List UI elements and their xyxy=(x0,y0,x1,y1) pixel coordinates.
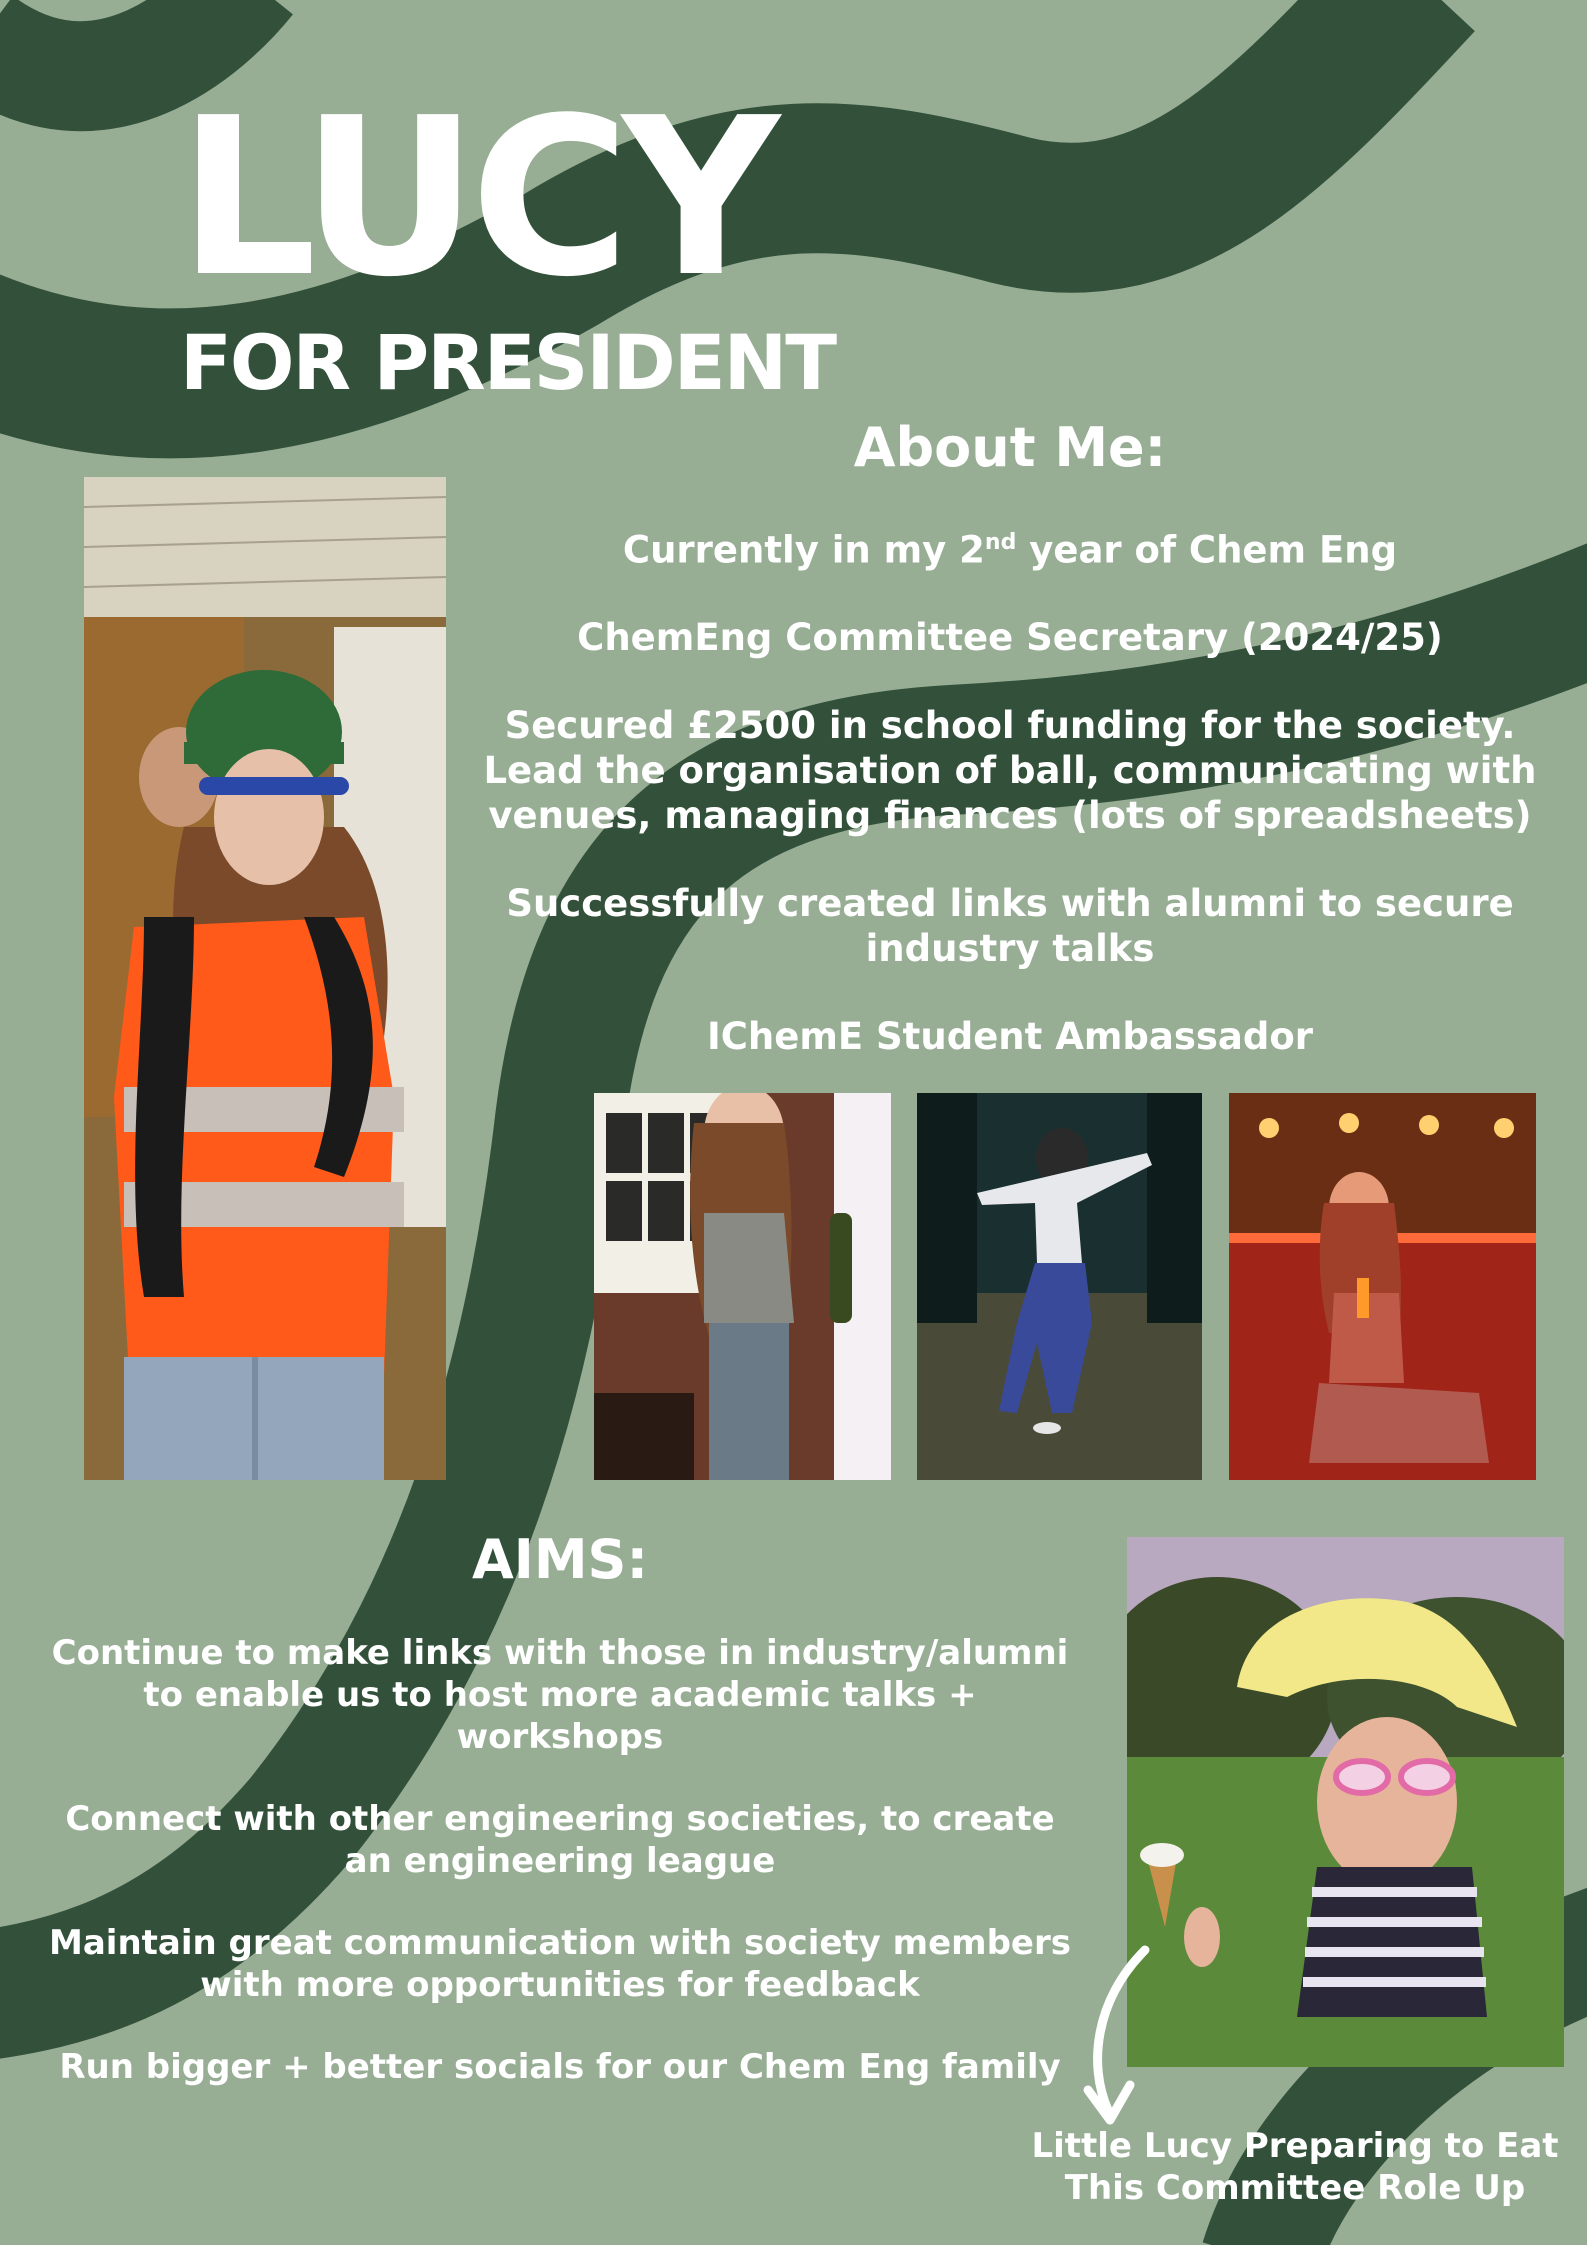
aims-heading: AIMS: xyxy=(471,1528,649,1591)
about-year-suffix: year of Chem Eng xyxy=(1016,528,1398,572)
aims-item: Run bigger + better socials for our Chem Eng family xyxy=(59,2047,1061,2087)
aims-item: Connect with other engineering societies, to create an engineering league xyxy=(65,1799,1055,1881)
aims-item: Continue to make links with those in industry/alumni to enable us to host more academic talks + workshops xyxy=(51,1633,1069,1757)
about-year-prefix: Currently in my 2 xyxy=(622,528,985,572)
aims-list xyxy=(40,1632,1080,2128)
aims-item: Maintain great communication with society members with more opportunities for feedback xyxy=(49,1923,1071,2005)
about-item-ambassador: IChemE Student Ambassador xyxy=(706,1015,1314,1059)
about-item-secretary: ChemEng Committee Secretary (2024/25) xyxy=(577,616,1443,660)
about-list xyxy=(460,520,1560,1102)
about-heading: About Me: xyxy=(853,416,1167,479)
about-item-alumni: Successfully created links with alumni to secure industry talks xyxy=(506,882,1514,971)
about-item-year xyxy=(460,520,1560,572)
about-year-sup: nd xyxy=(984,530,1017,555)
about-item-funding: Secured £2500 in school funding for the society. Lead the organisation of ball, communicating with venues, managing finances (lots of spreadsheets) xyxy=(483,704,1537,838)
photo-dancing-night xyxy=(917,1093,1202,1480)
photo-red-bar xyxy=(1229,1093,1536,1480)
photo-little-lucy xyxy=(1127,1537,1564,2067)
photo-party-bottle xyxy=(594,1093,891,1480)
campaign-role: FOR PRESIDENT xyxy=(180,318,836,407)
photo-hard-hat xyxy=(84,477,446,1480)
candidate-name: LUCY xyxy=(178,72,773,325)
photo-caption: Little Lucy Preparing to Eat This Committee Role Up xyxy=(1031,2126,1559,2208)
curved-arrow-icon xyxy=(1070,1945,1180,2135)
